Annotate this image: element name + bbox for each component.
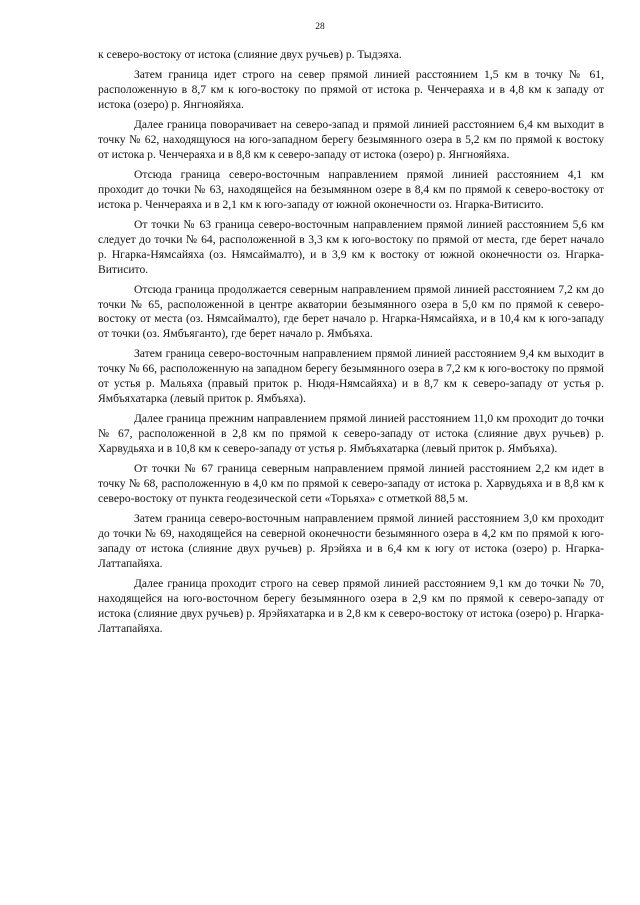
paragraph-point-69: Затем граница северо-восточным направлением прямой линией расстоянием 3,0 км проходит до точки № 69, находящейся на северной оконечности безымянного озера в 4,2 км по прямой к юго-западу от истока (слияние двух ручьев) р. Ярэйяха и в 6,4 км к югу от истока (озеро) р. Нгарка-Латтапайяха.	[98, 512, 604, 570]
document-body	[98, 48, 604, 642]
paragraph-point-63: Отсюда граница северо-восточным направлением прямой линией расстоянием 4,1 км проходит до точки № 63, находящейся на безымянном озере в 8,4 км по прямой к северо-востоку от истока р. Ченчераяха и в 2,1 км к юго-западу от южной оконечности оз. Нгарка-Витисито.	[98, 167, 604, 211]
paragraph-point-66: Затем граница северо-восточным направлением прямой линией расстоянием 9,4 км выходит в точку № 66, расположенную на западном берегу безымянного озера в 7,2 км к юго-востоку по прямой от устья р. Мальяха (правый приток р. Нюдя-Нямсайяха) и в 8,7 км к северо-западу от устья р. Ямбъяхатарка (левый приток р. Ямбъяха).	[98, 347, 604, 406]
paragraph-point-64: От точки № 63 граница северо-восточным направлением прямой линией расстоянием 5,6 км следует до точки № 64, расположенной в 3,3 км к юго-востоку по прямой от места, где берет начало р. Нгарка-Нямсайяха (оз. Нямсаймалто), и в 3,9 км к востоку от южной оконечности оз. Нгарка-Витисито.	[98, 217, 604, 276]
paragraph-continuation: к северо-востоку от истока (слияние двух ручьев) р. Тыдэяха.	[98, 48, 402, 61]
paragraph-point-68: От точки № 67 граница северным направлением прямой линией расстоянием 2,2 км идет в точку № 68, расположенную в 4,0 км по прямой к северо-западу от истока р. Харвудьяха и в 8,8 км к северо-востоку от пункта геодезической сети «Торьяха» с отметкой 88,5 м.	[98, 462, 604, 505]
paragraph-point-65: Отсюда граница продолжается северным направлением прямой линией расстоянием 7,2 км до точки № 65, расположенной в центре акватории безымянного озера в 5,0 км по прямой к северо-востоку от места (оз. Нямсаймалто), где берет начало р. Нгарка-Нямсайяха, и в 10,4 км к юго-западу от точки (оз. Ямбъяганто), где берет начало р. Ямбъяха.	[98, 282, 604, 341]
paragraph-point-62: Далее граница поворачивает на северо-запад и прямой линией расстоянием 6,4 км выходит в точку № 62, находящуюся на юго-западном берегу безымянного озера в 5,2 км по прямой к востоку от истока р. Ченчераяха и в 8,8 км к северо-западу от истока (озеро) р. Янгнояйяха.	[98, 118, 604, 161]
paragraph-point-70: Далее граница проходит строго на север прямой линией расстоянием 9,1 км до точки № 70, находящейся на юго-восточном берегу безымянного озера в 2,9 км по прямой к северо-западу от истока (слияние двух ручьев) р. Ярэйяхатарка и в 2,8 км к северо-востоку от истока (озеро) р. Нгарка-Латтапайяха.	[98, 576, 604, 635]
paragraph-point-61: Затем граница идет строго на север прямой линией расстоянием 1,5 км в точку № 61, расположенную в 8,7 км к юго-востоку по прямой от истока р. Ченчераяха и в 4,8 км к западу от истока (озеро) р. Янгнояйяха.	[98, 68, 604, 111]
page-number: 28	[315, 22, 325, 32]
paragraph-point-67: Далее граница прежним направлением прямой линией расстоянием 11,0 км проходит до точки № 67, расположенной в 2,8 км по прямой к северо-западу от истока (слияние двух ручьев) р. Харвудьяха и в 10,8 км к северо-западу от устья р. Ямбъяхатарка (левый приток р. Ямбъяха).	[98, 412, 604, 456]
